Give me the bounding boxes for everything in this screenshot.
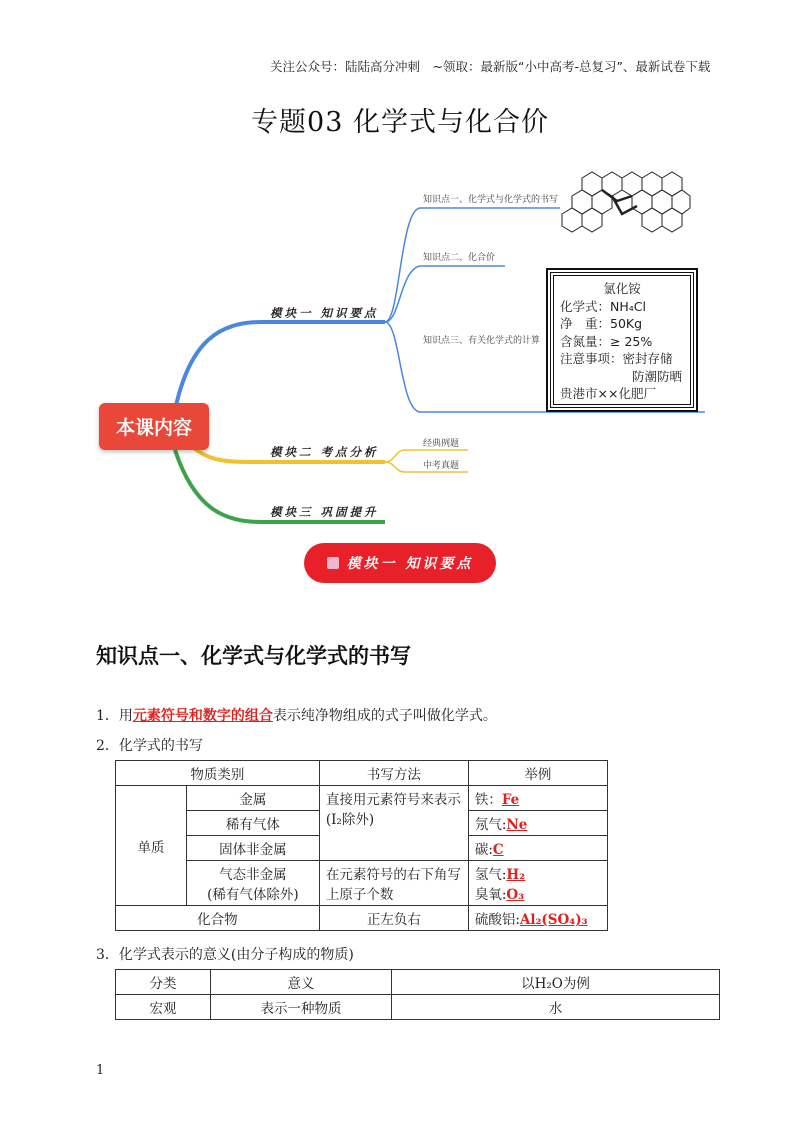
mindmap-module-2: 模块二 考点分析 <box>270 445 379 459</box>
mindmap-module-3: 模块三 巩固提升 <box>270 505 379 519</box>
molecule-illustration <box>562 156 690 240</box>
label-notes-2: 防潮防晒 <box>632 368 683 384</box>
paragraph-3: 3．化学式表示的意义(由分子构成的物质) <box>96 947 354 963</box>
label-name: 氯化铵 <box>603 281 641 296</box>
page-title: 专题03 化学式与化合价 <box>251 107 549 138</box>
p1-suffix: 表示纯净物组成的式子叫做化学式。 <box>272 708 497 724</box>
t1-method-1: 直接用元素符号来表示(I₂除外) <box>319 786 468 861</box>
t1-cat-noble-gas: 稀有气体 <box>187 811 320 836</box>
label-notes: 注意事项：密封存储 <box>560 351 673 366</box>
module-pill-label: 模块一 知识要点 <box>346 556 474 572</box>
t1-cat-compound: 化合物 <box>116 906 320 931</box>
label-nitrogen: 含氮量：≥ 25% <box>560 333 653 349</box>
t1-example-solid-nonmetal: 碳:C <box>468 836 607 861</box>
t2-cat: 宏观 <box>116 995 211 1020</box>
paragraph-2: 2．化学式的书写 <box>96 738 203 754</box>
t1-cat-metal: 金属 <box>187 786 320 811</box>
module-pill <box>304 543 496 583</box>
t1-example-gas-nonmetal: 氢气:H₂ 臭氧:O₃ <box>468 861 607 906</box>
t2-header-meaning: 意义 <box>211 970 392 995</box>
mindmap-module-1: 模块一 知识要点 <box>270 306 379 320</box>
t1-example-noble-gas: 氖气:Ne <box>468 811 607 836</box>
t2-example: 水 <box>392 995 720 1020</box>
t1-cat-solid-nonmetal: 固体非金属 <box>187 836 320 861</box>
formula-meaning-table <box>115 969 720 1020</box>
mindmap-branch-1 <box>175 322 385 410</box>
t2-meaning: 表示一种物质 <box>211 995 392 1020</box>
mindmap-point-1: 知识点一、化学式与化学式的书写 <box>423 195 559 205</box>
t1-example-compound: 硫酸铝:Al₂(SO₄)₃ <box>468 906 607 931</box>
label-weight: 净 重：50Kg <box>560 316 643 331</box>
label-maker: 贵港市××化肥厂 <box>560 386 656 401</box>
t2-header-category: 分类 <box>116 970 211 995</box>
mindmap-center-node: 本课内容 <box>99 403 209 450</box>
t2-header-example: 以H₂O为例 <box>392 970 720 995</box>
mindmap-point-3: 知识点三、有关化学式的计算 <box>423 336 541 346</box>
p1-key: 元素符号和数字的组合 <box>132 708 273 724</box>
t1-group: 单质 <box>116 786 187 906</box>
fertilizer-label <box>550 272 694 408</box>
t1-example-metal: 铁：Fe <box>468 786 607 811</box>
formula-writing-table <box>115 760 608 931</box>
t1-header-example: 举例 <box>468 761 607 786</box>
mindmap-analysis-2: 中考真题 <box>423 461 460 471</box>
t1-method-2: 在元素符号的右下角写上原子个数 <box>319 861 468 906</box>
header-note: 关注公众号：陆陆高分冲刺 ~领取：最新版“小中高考-总复习”、最新试卷下载 <box>270 59 711 74</box>
page-number: 1 <box>96 1063 105 1078</box>
paragraph-1 <box>96 705 497 725</box>
mindmap-analysis-1: 经典例题 <box>423 439 460 449</box>
mindmap-point-2: 知识点二、化合价 <box>423 253 496 263</box>
t1-cat-gas-nonmetal: 气态非金属 (稀有气体除外) <box>187 861 320 906</box>
t1-method-compound: 正左负右 <box>319 906 468 931</box>
p1-prefix: 1．用 <box>96 708 133 724</box>
book-icon <box>327 557 339 569</box>
t1-header-method: 书写方法 <box>319 761 468 786</box>
section-heading: 知识点一、化学式与化学式的书写 <box>96 644 411 668</box>
label-formula: 化学式：NH₄Cl <box>560 298 646 314</box>
t1-header-category: 物质类别 <box>116 761 320 786</box>
